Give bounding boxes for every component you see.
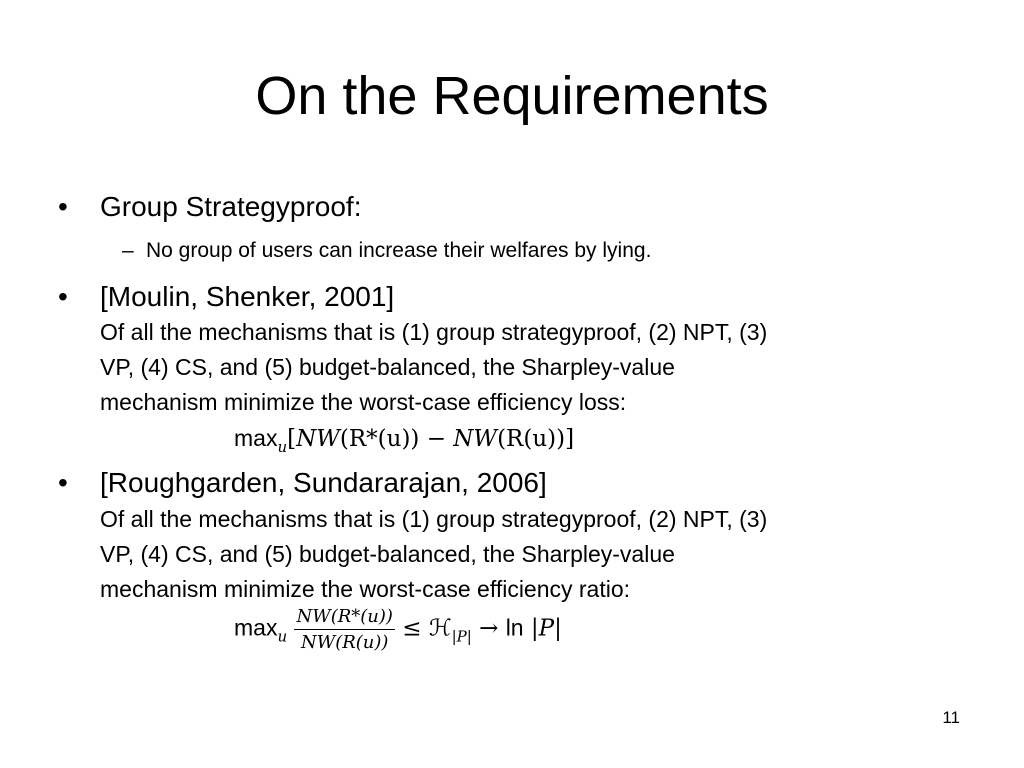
formula-ln-arg: |P| <box>530 615 562 642</box>
formula-bracket-open: [ <box>287 426 297 452</box>
formula-fraction <box>294 606 395 653</box>
bullet-body-text <box>100 502 940 607</box>
bullet-dot: • <box>58 191 68 222</box>
formula-relation: ≤ <box>402 615 422 642</box>
formula-op-sub: u <box>277 627 288 646</box>
formula-arrow: → <box>479 615 499 642</box>
sub-bullet-dash: – <box>122 239 134 262</box>
formula-ln: ln <box>505 614 524 641</box>
formula-efficiency-loss <box>234 425 574 456</box>
body-line: mechanism minimize the worst-case efficiency ratio: <box>100 576 631 602</box>
body-line: mechanism minimize the worst-case efficiency loss: <box>100 389 627 415</box>
formula-nw: NW <box>453 426 498 452</box>
formula-harmonic-sub: |P| <box>451 627 472 646</box>
bullet-dot: • <box>58 467 68 498</box>
formula-term: (R*(u)) − <box>339 426 454 452</box>
bullet-heading: Group Strategyproof: <box>100 191 362 222</box>
bullet-heading: [Moulin, Shenker, 2001] <box>100 281 395 312</box>
formula-term: (R(u)) <box>497 426 566 452</box>
sub-bullet-text: No group of users can increase their welfares by lying. <box>146 239 652 262</box>
formula-op: max <box>234 614 278 641</box>
body-line: VP, (4) CS, and (5) budget-balanced, the Sharpley-value <box>100 354 675 380</box>
body-line: VP, (4) CS, and (5) budget-balanced, the Sharpley-value <box>100 541 675 567</box>
body-line: Of all the mechanisms that is (1) group strategyproof, (2) NPT, (3) <box>100 506 768 532</box>
formula-op-sub: u <box>277 438 288 456</box>
formula-denominator: NW(R(u)) <box>300 632 389 653</box>
formula-harmonic: ℋ <box>428 615 452 642</box>
body-line: Of all the mechanisms that is (1) group strategyproof, (2) NPT, (3) <box>100 319 768 345</box>
formula-numerator: NW(R*(u)) <box>294 606 395 630</box>
bullet-heading: [Roughgarden, Sundararajan, 2006] <box>100 467 547 498</box>
formula-op: max <box>234 425 278 451</box>
slide-title: On the Requirements <box>255 66 769 126</box>
bullet-body-text <box>100 315 940 420</box>
formula-bracket-close: ] <box>565 426 575 452</box>
page-number: 11 <box>942 708 960 727</box>
bullet-dot: • <box>58 281 68 312</box>
formula-efficiency-ratio <box>234 606 562 653</box>
formula-nw: NW <box>296 426 340 452</box>
